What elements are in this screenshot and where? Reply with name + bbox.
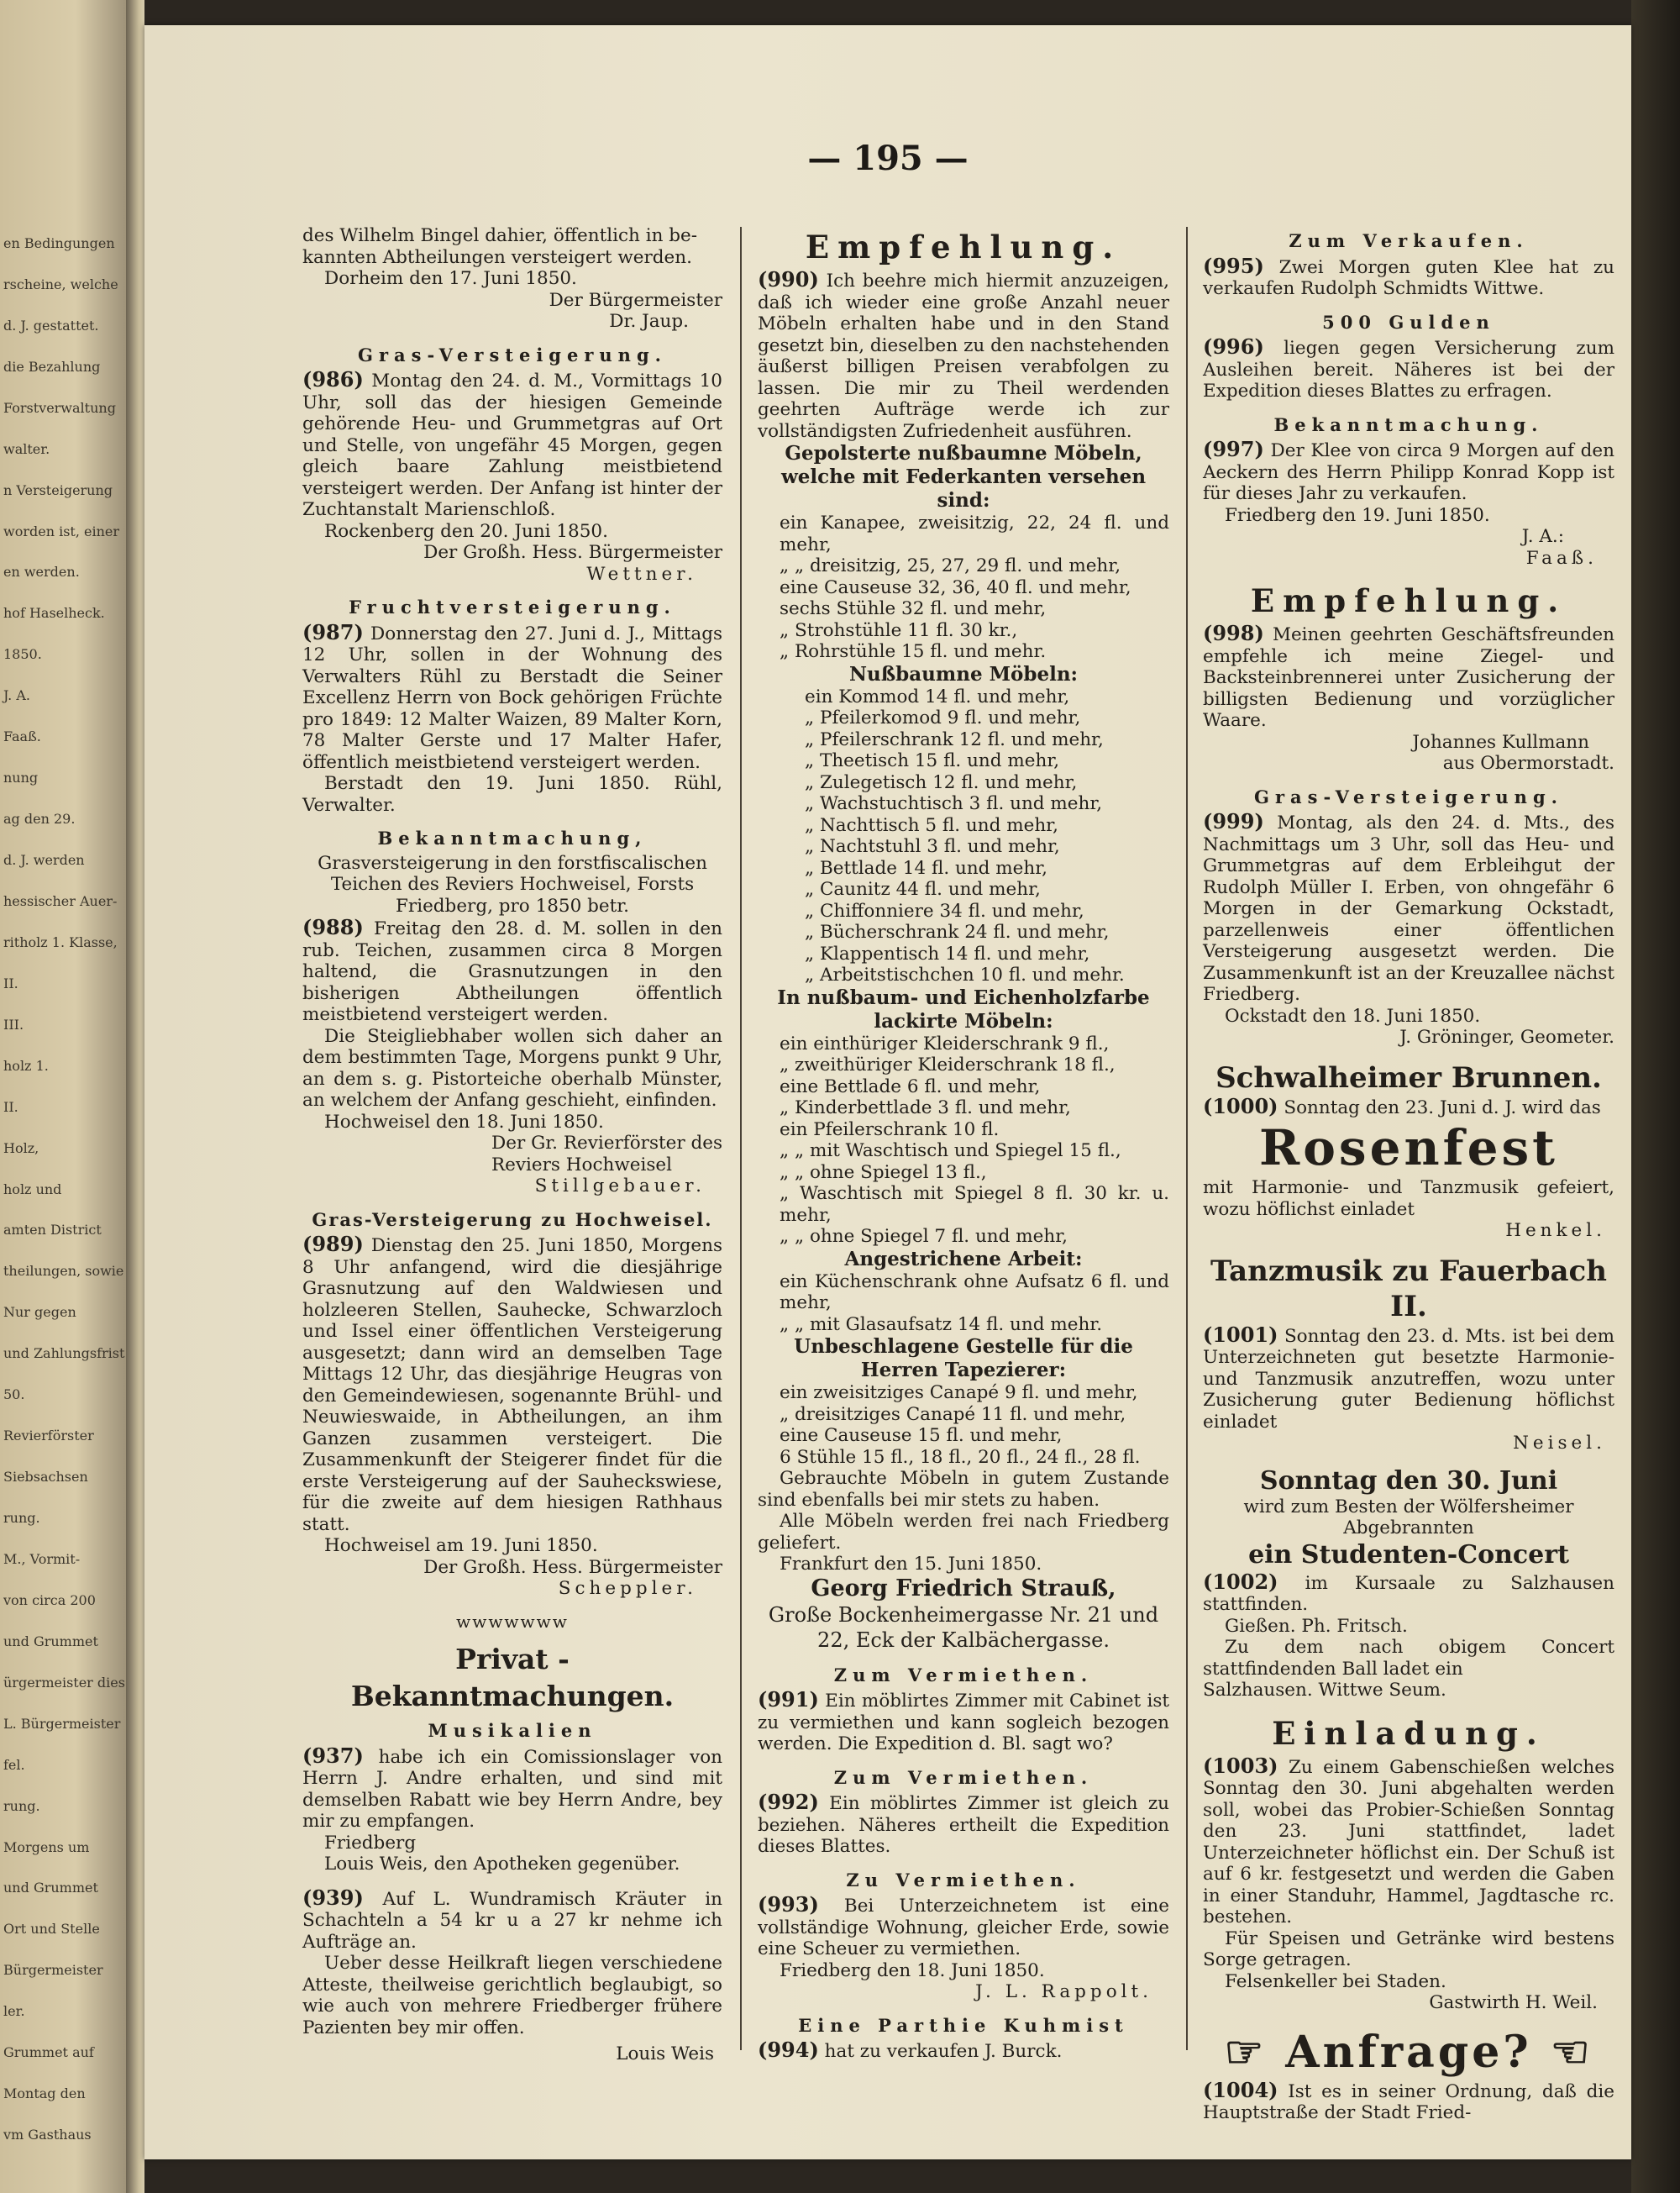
list-item: ein zweisitziges Canapé 9 fl. und mehr,	[780, 1382, 1138, 1403]
left-page-text-fragment: Morgens um	[3, 1838, 90, 1855]
left-page-text-fragment: Forstverwaltung	[3, 399, 116, 416]
list-item: ein Pfeilerschrank 10 fl.	[780, 1118, 1000, 1140]
left-page-text-fragment: fel.	[3, 1756, 25, 1773]
list-item: „ „ mit Waschtisch und Spiegel 15 fl.,	[780, 1140, 1121, 1161]
notice-heading: 500 Gulden	[1322, 311, 1495, 333]
left-page-text-fragment: theilungen, sowie	[3, 1263, 124, 1280]
list-item: „ Pfeilerschrank 12 fl. und mehr,	[805, 728, 1104, 750]
ornament-separator: wwwwwww	[456, 1611, 569, 1632]
left-page-text-fragment: d. J. werden	[3, 852, 85, 869]
left-page-text-fragment: Nur gegen	[3, 1304, 76, 1321]
left-page-text-fragment: worden ist, einer	[3, 523, 120, 539]
left-page-text-fragment: ler.	[3, 2003, 25, 2020]
notice-number: (1001)	[1203, 1322, 1278, 1347]
left-page-text-fragment: Grummet auf	[3, 2044, 94, 2061]
left-page-text-fragment: II.	[3, 1098, 18, 1115]
notice-988: Bekanntmachung, Grasversteigerung in den forstfiscalischen Teichen des Reviers Hochweisel, Forsts Friedberg, pro 1850 betr. (988) Freitag den 28. d. M. sollen in den rub. Teichen, zusammen circa 8 Morgen haltend, die Grasnutzungen in den bisherigen Abtheilungen öffentlich meistbietend versteigert werden. Die Steigliebhaber wollen sich daher an dem bestimmten Tage, Morgens punkt 9 Uhr, an dem s. g. Pistorteiche oberhalb Münster, an welchem der Anfang geschieht, einfinden. Hochweisel den 18. Juni 1850. Der Gr. Revierförster des Reviers Hochweisel Stillgebauer.	[302, 828, 722, 1196]
notice-990: (990) Ich beehre mich hiermit anzuzeigen, daß ich wieder eine große Anzahl neuer Möbeln erhalten habe und in den Stand gesetzt bin, dieselben zu den nachstehenden äußerst billigen Preisen verabfolgen zu lassen. Die mir zu Theil werdenden geehrten Aufträge werde ich zur vollständigsten Zufriedenheit ausführen. Gepolsterte nußbaumne Möbeln, welche mit Federkanten versehen sind: ein Kanapee, zweisitzig, 22, 24 fl. und mehr, „ „ dreisitzig, 25, 27, 29 fl. und mehr, eine Causeuse 32, 36, 40 fl. und mehr, sechs Stühle 32 fl. und mehr, „ Strohstühle 11 fl. 30 kr., „ Rohrstühle 15 fl. und mehr. Nußbaumne Möbeln: ein Kommod 14 fl. und mehr, „ Pfeilerkomod 9 fl. und mehr, „ Pfeilerschrank 12 fl. und mehr, „ Theetisch 15 fl. und mehr, „ Zulegetisch 12 fl. und mehr, „ Wachstuchtisch 3 fl. und mehr, „ Nachttisch 5 fl. und mehr, „ Nachtstuhl 3 fl. und mehr, „ Bettlade 14 fl. und mehr, „ Caunitz 44 fl. und mehr, „ Chiffonniere 34 fl. und mehr, „ Bücherschrank 24 fl. und mehr, „ Klappentisch 14 fl. und mehr, „ Arbeitstischchen 10 fl. und mehr. In nußbaum- und Eichenholzfarbe lackirte Möbeln: ein einthüriger Kleiderschrank 9 fl., „ zweithüriger Kleiderschrank 18 fl., eine Bettlade 6 fl. und mehr, „ Kinderbettlade 3 fl. und mehr, ein Pfeilerschrank 10 fl. „ „ mit Waschtisch und Spiegel 15 fl., „ „ ohne Spiegel 13 fl., „ Waschtisch mit Spiegel 8 fl. 30 kr. u. mehr, „ „ ohne Spiegel 7 fl. und mehr, Angestrichene Arbeit: ein Küchenschrank ohne Aufsatz 6 fl. und mehr, „ „ mit Glasaufsatz 14 fl. und mehr. Unbeschlagene Gestelle für die Herren Tapezierer: ein zweisitziges Canapé 9 fl. und mehr, „ dreisitziges Canapé 11 fl. und mehr, eine Causeuse 15 fl. und mehr, 6 Stühle 15 fl., 18 fl., 20 fl., 24 fl., 28 fl. Gebrauchte Möbeln in gutem Zustande sind ebenfalls bei mir stets zu haben. Alle Möbeln werden frei nach Friedberg geliefert. Frankfurt den 15. Juni 1850. Georg Friedrich Strauß, Große Bockenheimergasse Nr. 21 und 22, Eck der Kalbächergasse.	[758, 267, 1169, 1652]
left-page-text-fragment: Bürgermeister	[3, 1962, 103, 1979]
left-page-text-fragment: rung.	[3, 1797, 40, 1814]
notice-heading: Einladung.	[1272, 1714, 1546, 1752]
list-item: „ Bücherschrank 24 fl. und mehr,	[805, 922, 1110, 943]
left-page-text-fragment: ürgermeister dies	[3, 1674, 125, 1691]
list-item: ein Kanapee, zweisitzig, 22, 24 fl. und mehr,	[780, 513, 1169, 555]
notice-1001: Tanzmusik zu Fauerbach II. (1001) Sonntag den 23. d. Mts. ist bei dem Unterzeichneten gut besetzte Harmonie- und Tanzmusik anzutreffen, wozu unter Zusicherung guter Bedienung höflichst einladet Neisel.	[1203, 1254, 1614, 1454]
left-page-text-fragment: en Bedingungen	[3, 235, 115, 251]
list-item: „ Zulegetisch 12 fl. und mehr,	[805, 771, 1078, 793]
left-page-fragment	[0, 0, 126, 2193]
notice-heading: Musikalien	[428, 1720, 597, 1741]
list-heading: Gepolsterte nußbaumne Möbeln, welche mit Federkanten versehen sind:	[780, 442, 1147, 512]
pointing-hand-icon: ☞	[1224, 2026, 1268, 2078]
column-left	[302, 225, 722, 2077]
notice-number: (986)	[302, 367, 364, 392]
notice-number: (999)	[1203, 809, 1264, 834]
price-list	[758, 1271, 1169, 1336]
notice-number: (937)	[302, 1743, 364, 1768]
notice-996: 500 Gulden (996) liegen gegen Versicherung zum Ausleihen bereit. Näheres ist bei der Expedition dieses Blattes zu erfragen.	[1203, 311, 1614, 402]
list-item: „ zweithüriger Kleiderschrank 18 fl.,	[780, 1054, 1116, 1075]
notice-heading: Empfehlung.	[805, 229, 1122, 266]
left-page-text-fragment: Faaß.	[3, 728, 41, 745]
notice-989: Gras-Versteigerung zu Hochweisel. (989) Dienstag den 25. Juni 1850, Morgens 8 Uhr anfangend, wird die diesjährige Grasnutzung auf den Waldwiesen und holzleeren Stellen, Sauhecke, Schwarzloch und Issel einer öffentlichen Versteigerung ausgesetzt; dann wird an demselben Tage Mittags 12 Uhr, das diesjährige Heugras von den Gemeindewiesen, sogenannte Brühl- und Neuwieswaide, in Abtheilungen, an ihm Ganzen zusammen versteigert. Die Zusammenkunft der Steigerer findet für die erste Versteigerung auf der Sauheckswiese, für die zweite auf dem hiesigen Rathhaus statt. Hochweisel am 19. Juni 1850. Der Großh. Hess. Bürgermeister Scheppler.	[302, 1208, 722, 1599]
left-page-text-fragment: vm Gasthaus	[3, 2127, 92, 2143]
list-item: „ Caunitz 44 fl. und mehr,	[805, 879, 1041, 900]
notice-939: (939) Auf L. Wundramisch Kräuter in Schachteln a 54 kr u a 27 kr nehme ich Aufträge an. Ueber desse Heilkraft liegen verschiedene Atteste, theilweise gerichtlich beglaubigt, so wie auch von mehrere Friedberger frühere Pazienten bey mir offen. Louis Weis	[302, 1885, 722, 2064]
left-page-text-fragment: en werden.	[3, 564, 80, 581]
page-number: — 195 —	[807, 139, 969, 178]
notice-number: (939)	[302, 1885, 364, 1910]
notice-997: Bekanntmachung. (997) Der Klee von circa 9 Morgen auf den Aeckern des Herrn Philipp Konrad Kopp ist für dieses Jahr zu verkaufen. Friedberg den 19. Juni 1850. J. A.: Faaß.	[1203, 413, 1614, 569]
notice-1004: ☞ Anfrage? ☜ (1004) Ist es in seiner Ordnung, daß die Hauptstraße der Stadt Fried-	[1203, 2026, 1614, 2123]
list-item: „ Kinderbettlade 3 fl. und mehr,	[780, 1097, 1071, 1118]
notice-986: Gras-Versteigerung. (986) Montag den 24. d. M., Vormittags 10 Uhr, soll das der hiesigen Gemeinde gehörende Heu- und Grummetgras auf Ort und Stelle, von ungefähr 45 Morgen, gegen gleich baare Zahlung meistbietend versteigert werden. Der Anfang ist hinter der Zuchtanstalt Marienschloß. Rockenberg den 20. Juni 1850. Der Großh. Hess. Bürgermeister Wettner.	[302, 344, 722, 585]
left-page-text-fragment: n Versteigerung	[3, 481, 113, 498]
notice-heading: Zum Verkaufen.	[1289, 230, 1529, 251]
notice-1000: Schwalheimer Brunnen. (1000) Sonntag den 23. Juni d. J. wird das Rosenfest mit Harmonie- und Tanzmusik gefeiert, wozu höflichst einladet Henkel.	[1203, 1060, 1614, 1241]
list-item: „ dreisitziges Canapé 11 fl. und mehr,	[780, 1403, 1126, 1425]
left-page-text-fragment: hof Haselheck.	[3, 605, 105, 622]
left-page-text-fragment: II.	[3, 975, 18, 991]
list-item: „ „ mit Glasaufsatz 14 fl. und mehr.	[780, 1313, 1103, 1335]
list-item: eine Bettlade 6 fl. und mehr,	[780, 1075, 1041, 1097]
notice-number: (1003)	[1203, 1753, 1278, 1778]
notice-heading: Zum Vermiethen.	[833, 1664, 1094, 1686]
list-heading: Nußbaumne Möbeln:	[848, 662, 1079, 686]
list-item: „ „ ohne Spiegel 7 fl. und mehr,	[780, 1226, 1068, 1247]
left-page-text-fragment: Montag den	[3, 2085, 86, 2102]
notice-heading: Zu Vermiethen.	[846, 1869, 1081, 1891]
left-page-text-fragment: Ort und Stelle	[3, 1921, 100, 1938]
list-item: eine Causeuse 15 fl. und mehr,	[780, 1425, 1063, 1446]
notice-number: (990)	[758, 267, 819, 292]
list-heading: Angestrichene Arbeit:	[844, 1247, 1083, 1270]
list-item: sechs Stühle 32 fl. und mehr,	[780, 598, 1047, 619]
notice-heading: Tanzmusik zu Fauerbach II.	[1210, 1254, 1607, 1323]
list-item: „ Bettlade 14 fl. und mehr,	[805, 857, 1047, 879]
notice-number: (1002)	[1203, 1569, 1278, 1594]
notice-heading: Eine Parthie Kuhmist	[798, 2014, 1129, 2036]
left-page-text-fragment: ritholz 1. Klasse,	[3, 933, 118, 950]
left-page-text-fragment: L. Bürgermeister	[3, 1715, 121, 1732]
notice-number: (1004)	[1203, 2077, 1278, 2102]
left-page-text-fragment: 1850.	[3, 646, 42, 663]
notice-number: (991)	[758, 1687, 819, 1712]
list-item: „ Klappentisch 14 fl. und mehr,	[805, 943, 1090, 965]
price-list	[758, 1033, 1169, 1248]
left-page-text-fragment: und Grummet	[3, 1633, 98, 1649]
left-page-text-fragment: hessischer Auer-	[3, 892, 118, 909]
notice-number: (995)	[1203, 253, 1264, 278]
notice-995: Zum Verkaufen. (995) Zwei Morgen guten Klee hat zu verkaufen Rudolph Schmidts Wittwe.	[1203, 230, 1614, 299]
list-heading: Unbeschlagene Gestelle für die Herren Tapezierer:	[794, 1335, 1133, 1381]
notice-937: Musikalien (937) habe ich ein Comissionslager von Herrn J. Andre erhalten, und sind mit demselben Rabatt wie bey Herrn Andre, bey mir zu empfangen. Friedberg Louis Weis, den Apotheken gegenüber.	[302, 1720, 722, 1875]
notice-993: Zu Vermiethen. (993) Bei Unterzeichnetem ist eine vollständige Wohnung, gleicher Erde, sowie eine Scheuer zu vermiethen. Friedberg den 18. Juni 1850. J. L. Rappolt.	[758, 1869, 1169, 2002]
notice-heading: Empfehlung.	[1250, 582, 1567, 619]
notice-number: (998)	[1203, 621, 1264, 645]
notice-heading: ☞ Anfrage? ☜	[1224, 2026, 1593, 2078]
left-page-text-fragment: und Zahlungsfrist	[3, 1345, 125, 1362]
list-item: „ Wachstuchtisch 3 fl. und mehr,	[805, 793, 1103, 814]
notice-987: Fruchtversteigerung. (987) Donnerstag den 27. Juni d. J., Mittags 12 Uhr, sollen in der Wohnung des Verwalters Rühl zu Berstadt die Seiner Excellenz Herrn von Bock gehörigen Früchte pro 1849: 12 Malter Waizen, 89 Malter Korn, 78 Malter Gerste und 17 Malter Hafer, öffentlich meistbietend versteigert werden. Berstadt den 19. Juni 1850. Rühl, Verwalter.	[302, 597, 722, 816]
left-page-text-fragment: die Bezahlung	[3, 358, 101, 375]
list-item: „ Chiffonniere 34 fl. und mehr,	[805, 900, 1084, 922]
left-page-text-fragment: ag den 29.	[3, 811, 76, 828]
column-middle	[758, 225, 1169, 2075]
price-list	[758, 1382, 1169, 1468]
list-item: ein Küchenschrank ohne Aufsatz 6 fl. und mehr,	[780, 1270, 1169, 1313]
notice-998: Empfehlung. (998) Meinen geehrten Geschäftsfreunden empfehle ich meine Ziegel- und Backsteinbrennerei unter Zusicherung der billigsten Bedienung und vorzüglicher Waare. Johannes Kullmann aus Obermorstadt.	[1203, 582, 1614, 774]
notice-number: (1000)	[1203, 1093, 1278, 1118]
notice-heading: Sonntag den 30. Juni	[1259, 1465, 1558, 1496]
list-item: „ Strohstühle 11 fl. 30 kr.,	[780, 619, 1018, 641]
price-list	[758, 513, 1169, 663]
notice-heading: Gras-Versteigerung zu Hochweisel.	[312, 1208, 713, 1230]
left-page-text-fragment: und Grummet	[3, 1880, 98, 1896]
firm-name: Georg Friedrich Strauß,	[811, 1575, 1116, 1601]
column-rule	[740, 227, 742, 2050]
notice-991: Zum Vermiethen. (991) Ein möblirtes Zimmer mit Cabinet ist zu vermiethen und kann sogleich bezogen werden. Die Expedition d. Bl. sagt wo?	[758, 1664, 1169, 1754]
list-item: „ Waschtisch mit Spiegel 8 fl. 30 kr. u. mehr,	[780, 1183, 1169, 1226]
section-heading-private: Privat - Bekanntmachungen.	[350, 1643, 675, 1712]
notice-1003: Einladung. (1003) Zu einem Gabenschießen welches Sonntag den 30. Juni abgehalten werden soll, wobei das Probier-Schießen Sonntag den 23. Juni stattfindet, ladet Unterzeichneter höflichst ein. Der Schuß ist auf 6 kr. festgesetzt und werden die Gaben in einer Standuhr, Hammel, Jagdtasche rc. bestehen. Für Speisen und Getränke wird bestens Sorge getragen. Felsenkeller bei Staden. Gastwirth H. Weil.	[1203, 1714, 1614, 2013]
notice-number: (988)	[302, 915, 364, 939]
left-page-text-fragment: rscheine, welche	[3, 276, 118, 292]
column-right	[1203, 225, 1614, 2136]
left-page-text-fragment: amten District	[3, 1222, 102, 1238]
notice-992: Zum Vermiethen. (992) Ein möblirtes Zimmer ist gleich zu beziehen. Näheres ertheilt die Expedition dieses Blattes.	[758, 1766, 1169, 1857]
notice-994: Eine Parthie Kuhmist (994) hat zu verkaufen J. Burck.	[758, 2015, 1169, 2063]
left-page-text-fragment: walter.	[3, 440, 50, 457]
list-item: „ Arbeitstischchen 10 fl. und mehr.	[805, 965, 1125, 986]
left-page-text-fragment: 50.	[3, 1386, 25, 1403]
left-page-text-fragment: M., Vormit-	[3, 1550, 81, 1567]
notice-number: (992)	[758, 1790, 819, 1814]
column-rule	[1186, 227, 1188, 2050]
newspaper-page	[144, 25, 1631, 2159]
book-edge	[1631, 0, 1680, 2193]
left-page-text-fragment: nung	[3, 770, 39, 786]
list-item: 6 Stühle 15 fl., 18 fl., 20 fl., 24 fl., 28 fl.	[780, 1446, 1141, 1468]
notice-heading: Schwalheimer Brunnen.	[1215, 1060, 1602, 1095]
notice-heading: Zum Vermiethen.	[833, 1766, 1094, 1788]
left-page-text-fragment: Holz,	[3, 1139, 39, 1156]
concert-title: ein Studenten-Concert	[1248, 1539, 1569, 1570]
left-page-text-fragment: holz 1.	[3, 1057, 49, 1074]
left-page-text-fragment: rung.	[3, 1510, 40, 1527]
book-gutter	[126, 0, 144, 2193]
notice-heading: Bekanntmachung.	[1273, 413, 1544, 435]
left-page-text-fragment: von circa 200	[3, 1591, 96, 1608]
pointing-hand-icon: ☜	[1550, 2026, 1593, 2078]
notice-number: (989)	[302, 1232, 364, 1256]
notice-number: (997)	[1203, 437, 1264, 461]
list-item: „ Nachtstuhl 3 fl. und mehr,	[805, 836, 1060, 857]
list-item: „ Pfeilerkomod 9 fl. und mehr,	[805, 707, 1081, 728]
list-item: ein einthüriger Kleiderschrank 9 fl.,	[780, 1033, 1110, 1054]
left-page-text-fragment: d. J. gestattet.	[3, 317, 99, 334]
list-item: „ Nachttisch 5 fl. und mehr,	[805, 814, 1058, 836]
list-item: „ Rohrstühle 15 fl. und mehr.	[780, 641, 1047, 662]
notice-1002: Sonntag den 30. Juni wird zum Besten der Wölfersheimer Abgebrannten ein Studenten-Concert (1002) im Kursaale zu Salzhausen stattfinden. Gießen. Ph. Fritsch. Zu dem nach obigem Concert stattfindenden Ball ladet ein Salzhausen. Wittwe Seum.	[1203, 1465, 1614, 1701]
list-heading: In nußbaum- und Eichenholzfarbe lackirte Möbeln:	[777, 986, 1150, 1033]
left-page-text-fragment: Revierförster	[3, 1428, 94, 1444]
firm-address: Große Bockenheimergasse Nr. 21 und 22, Eck der Kalbächergasse.	[768, 1602, 1159, 1652]
notice-number: (987)	[302, 619, 364, 644]
left-page-text-fragment: holz und	[3, 1181, 62, 1197]
notice-heading: Gras-Versteigerung.	[1254, 786, 1563, 807]
left-page-text-fragment: III.	[3, 1016, 24, 1033]
list-item: „ „ ohne Spiegel 13 fl.,	[780, 1161, 987, 1183]
left-page-text-fragment: J. A.	[3, 687, 30, 704]
list-item: „ „ dreisitzig, 25, 27, 29 fl. und mehr,	[780, 555, 1121, 576]
notice-number: (993)	[758, 1892, 819, 1917]
price-list	[758, 686, 1169, 986]
notice-continuation: des Wilhelm Bingel dahier, öffentlich in be- kannten Abtheilungen versteigert werden. Dorheim den 17. Juni 1850. Der Bürgermeister Dr. Jaup.	[302, 225, 722, 332]
list-item: eine Causeuse 32, 36, 40 fl. und mehr,	[780, 576, 1131, 598]
notice-number: (994)	[758, 2038, 819, 2062]
notice-number: (996)	[1203, 334, 1264, 359]
notice-heading: Bekanntmachung,	[377, 828, 648, 849]
list-item: „ Theetisch 15 fl. und mehr,	[805, 750, 1060, 771]
notice-heading: Gras-Versteigerung.	[358, 344, 667, 366]
rosenfest-title: Rosenfest	[1259, 1119, 1558, 1176]
list-item: ein Kommod 14 fl. und mehr,	[805, 686, 1070, 707]
left-page-text-fragment: Siebsachsen	[3, 1469, 88, 1486]
notice-heading: Fruchtversteigerung.	[349, 597, 676, 618]
notice-999: Gras-Versteigerung. (999) Montag, als den 24. d. Mts., des Nachmittags um 3 Uhr, soll das Heu- und Grummetgras auf dem Erbleihgut der Rudolph Müller I. Erben, von ohngefähr 6 Morgen in der Gemarkung Ockstadt, parzellenweis einer öffentlichen Versteigerung ausgesetzt werden. Die Zusammenkunft ist an der Kreuzallee nächst Friedberg. Ockstadt den 18. Juni 1850. J. Gröninger, Geometer.	[1203, 786, 1614, 1048]
